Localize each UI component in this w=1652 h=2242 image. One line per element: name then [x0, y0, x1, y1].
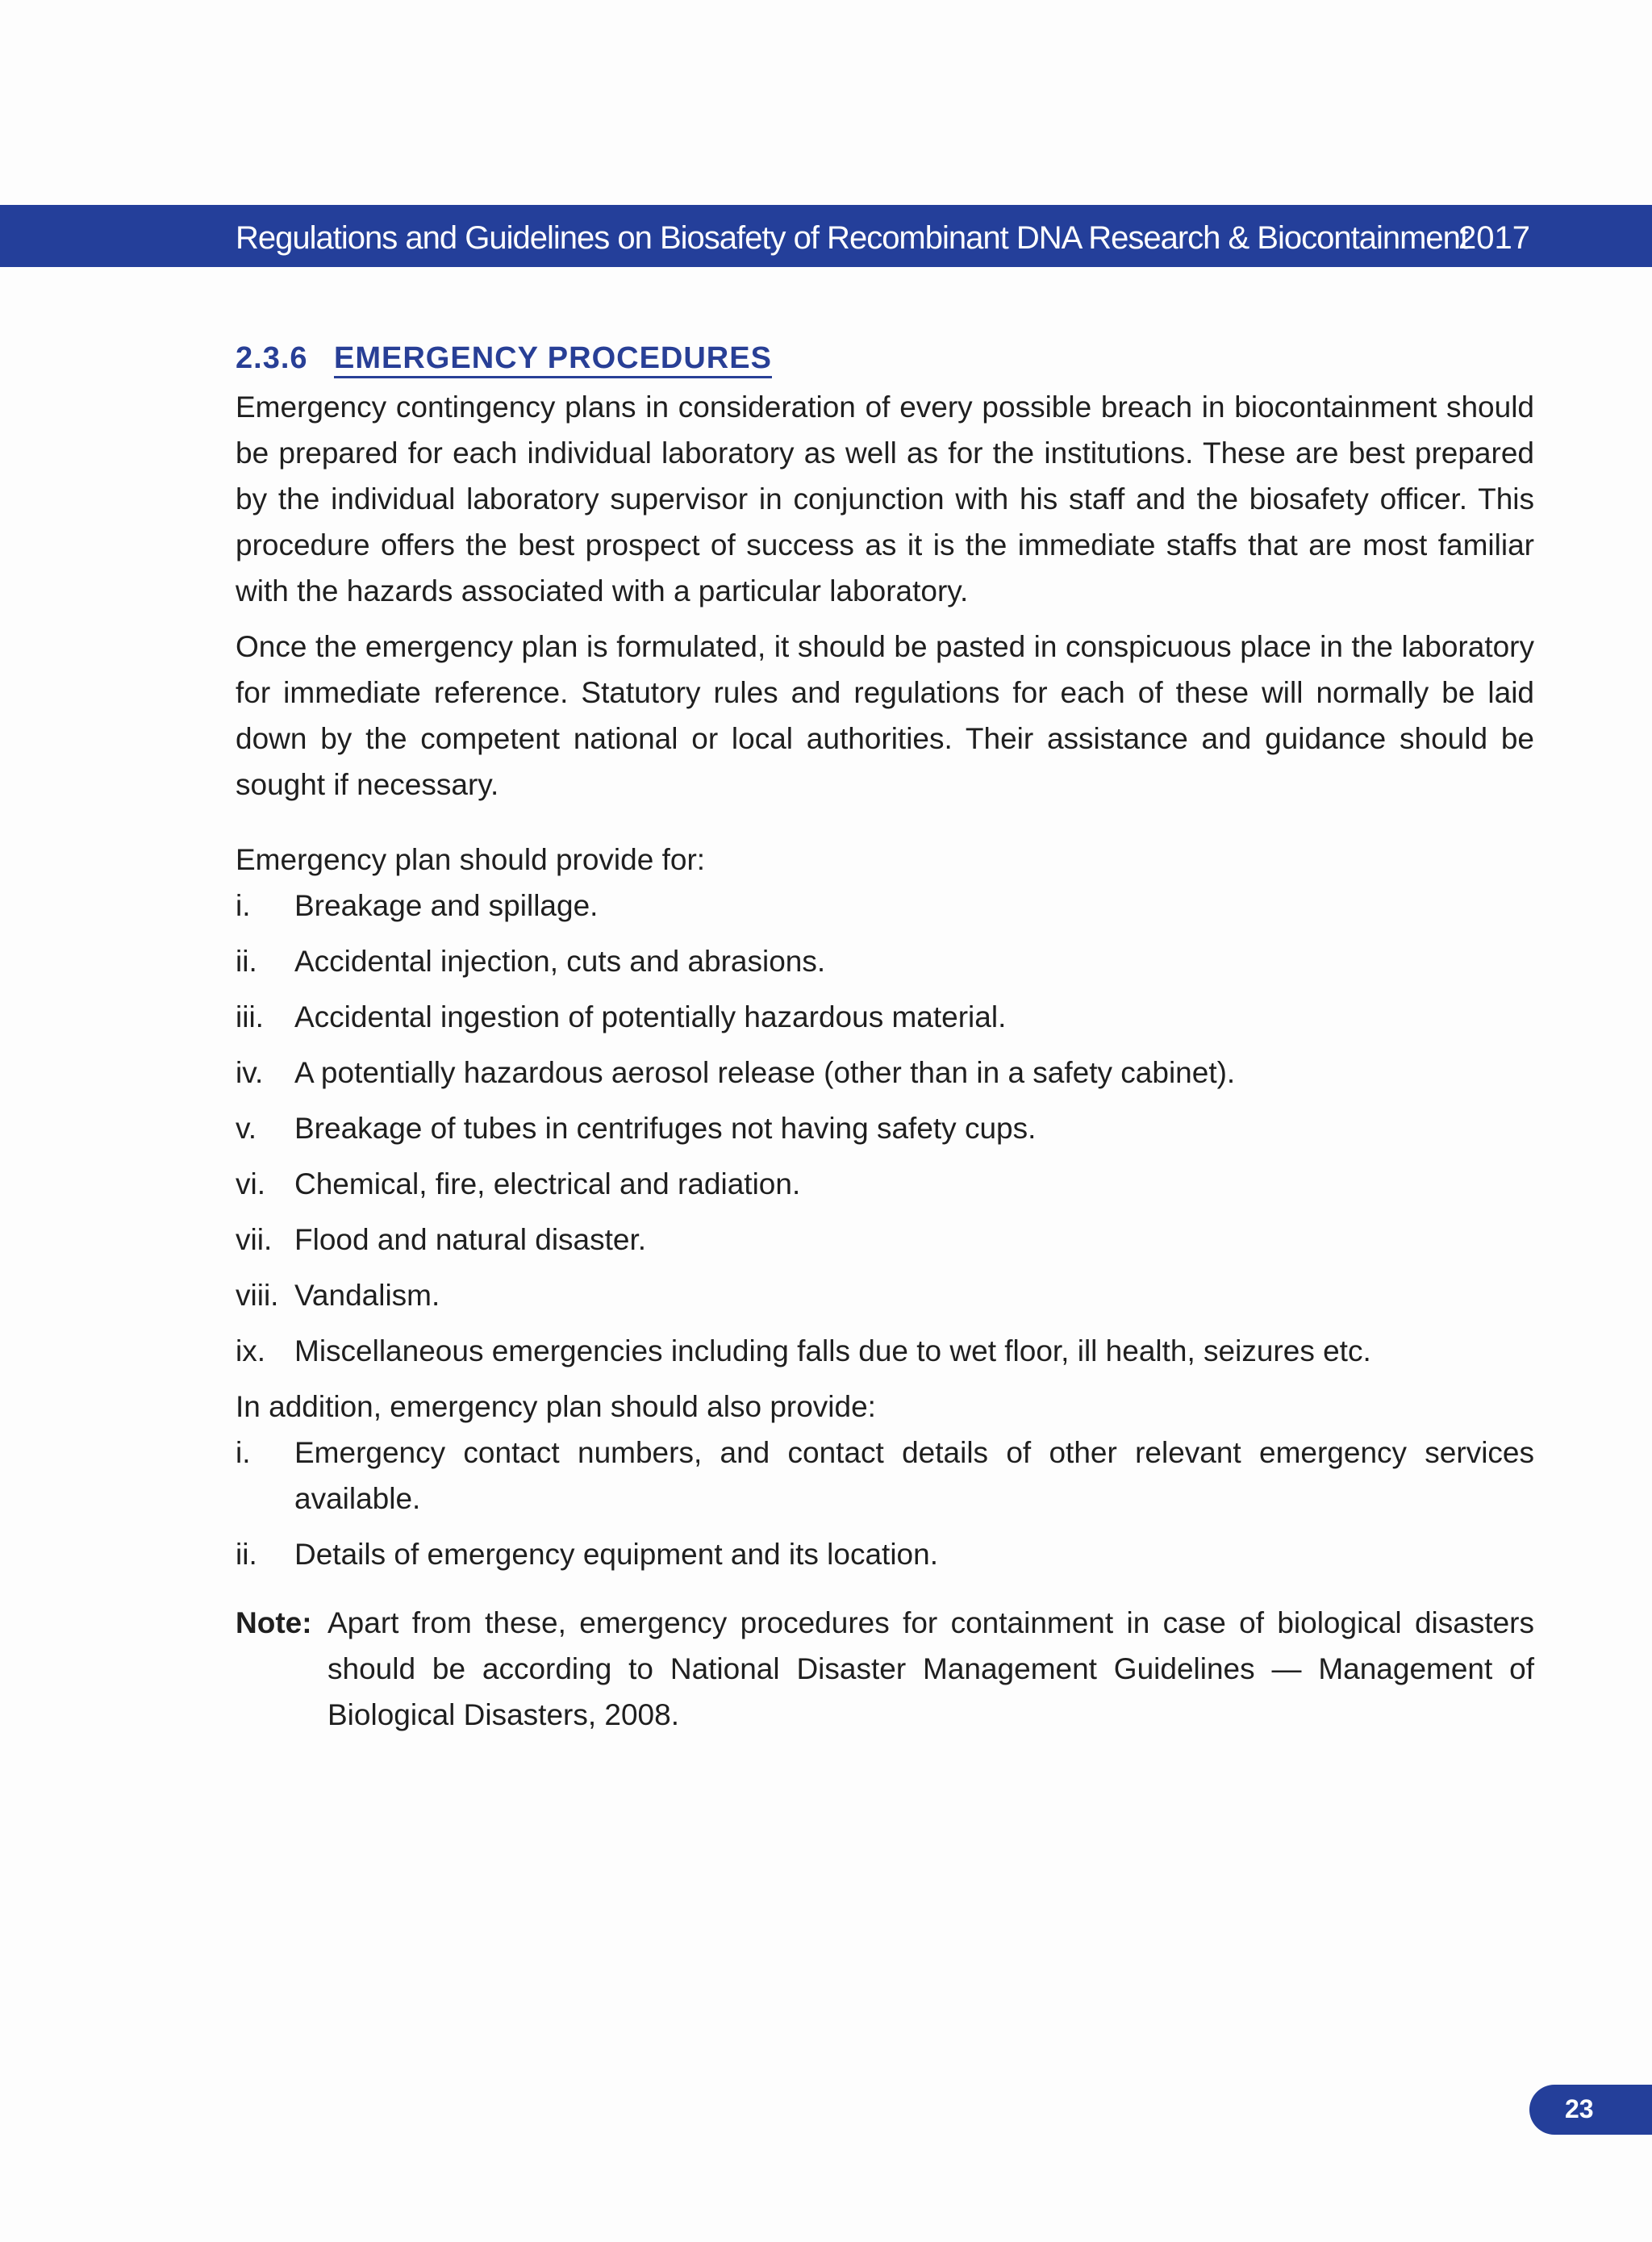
- list-item-text: Accidental injection, cuts and abrasions.: [294, 945, 826, 978]
- note-label: Note:: [236, 1606, 312, 1639]
- list-marker: ii.: [236, 945, 257, 978]
- plan-intro: Emergency plan should provide for:: [236, 843, 706, 876]
- list-marker: vi.: [236, 1167, 265, 1200]
- paragraph: Once the emergency plan is formulated, it should be pasted in conspicuous place in the laboratory for immediate reference. Statutory rules and regulations for each of these will normally be laid down by the competent national or local authorities. Their assistance and guidance should be sought if necessary.: [236, 630, 1534, 801]
- list-item: [236, 938, 1534, 984]
- paragraph: Emergency contingency plans in consideration of every possible breach in biocontainment should be prepared for each individual laboratory as well as for the institutions. These are best prepared by the individual laboratory supervisor in conjunction with his staff and the biosafety officer. This procedure offers the best prospect of success as it is the immediate staffs that are most familiar with the hazards associated with a particular laboratory.: [236, 390, 1534, 607]
- list-marker: viii.: [236, 1279, 279, 1312]
- section-title: EMERGENCY PROCEDURES: [334, 341, 772, 378]
- list-item: [236, 1430, 1534, 1522]
- list-marker: iv.: [236, 1056, 264, 1089]
- list-item: [236, 1217, 1534, 1263]
- list-item: [236, 1531, 1534, 1577]
- list-item-text: Chemical, fire, electrical and radiation.: [294, 1167, 801, 1200]
- note: [236, 1600, 1534, 1738]
- page-content: [236, 332, 1534, 1738]
- list-marker: i.: [236, 889, 251, 922]
- addition-intro: In addition, emergency plan should also provide:: [236, 1390, 876, 1423]
- list-item-text: Breakage and spillage.: [294, 889, 599, 922]
- list-item: [236, 994, 1534, 1040]
- addition-list: [236, 1430, 1534, 1577]
- list-marker: i.: [236, 1436, 251, 1469]
- list-item-text: Vandalism.: [294, 1279, 440, 1312]
- note-text: Apart from these, emergency procedures for containment in case of biological disasters should be according to National Disaster Management Guidelines — Management of Biological Disasters, 2008.: [327, 1606, 1534, 1731]
- section-number: 2.3.6: [236, 341, 308, 375]
- list-item-text: Breakage of tubes in centrifuges not having safety cups.: [294, 1112, 1037, 1145]
- list-item: [236, 1105, 1534, 1151]
- list-item-text: Flood and natural disaster.: [294, 1223, 647, 1256]
- list-marker: vii.: [236, 1223, 273, 1256]
- page-number: 23: [1565, 2094, 1594, 2123]
- list-item: [236, 1272, 1534, 1318]
- list-marker: iii.: [236, 1000, 264, 1033]
- section-heading: [236, 332, 1534, 384]
- plan-list: [236, 883, 1534, 1374]
- list-item: [236, 1050, 1534, 1096]
- list-item: [236, 1161, 1534, 1207]
- list-marker: ii.: [236, 1538, 257, 1571]
- list-item-text: Details of emergency equipment and its location.: [294, 1538, 938, 1571]
- document-title: Regulations and Guidelines on Biosafety of Recombinant DNA Research & Biocontainment: [236, 220, 1469, 256]
- list-item: [236, 883, 1534, 929]
- list-item-text: Emergency contact numbers, and contact details of other relevant emergency services available.: [294, 1436, 1534, 1515]
- list-marker: v.: [236, 1112, 257, 1145]
- list-item-text: Miscellaneous emergencies including falls due to wet floor, ill health, seizures etc.: [294, 1334, 1371, 1367]
- list-item-text: A potentially hazardous aerosol release (other than in a safety cabinet).: [294, 1056, 1236, 1089]
- list-item-text: Accidental ingestion of potentially hazardous material.: [294, 1000, 1007, 1033]
- list-item: [236, 1328, 1534, 1374]
- list-marker: ix.: [236, 1334, 265, 1367]
- document-year: 2017: [1458, 220, 1530, 256]
